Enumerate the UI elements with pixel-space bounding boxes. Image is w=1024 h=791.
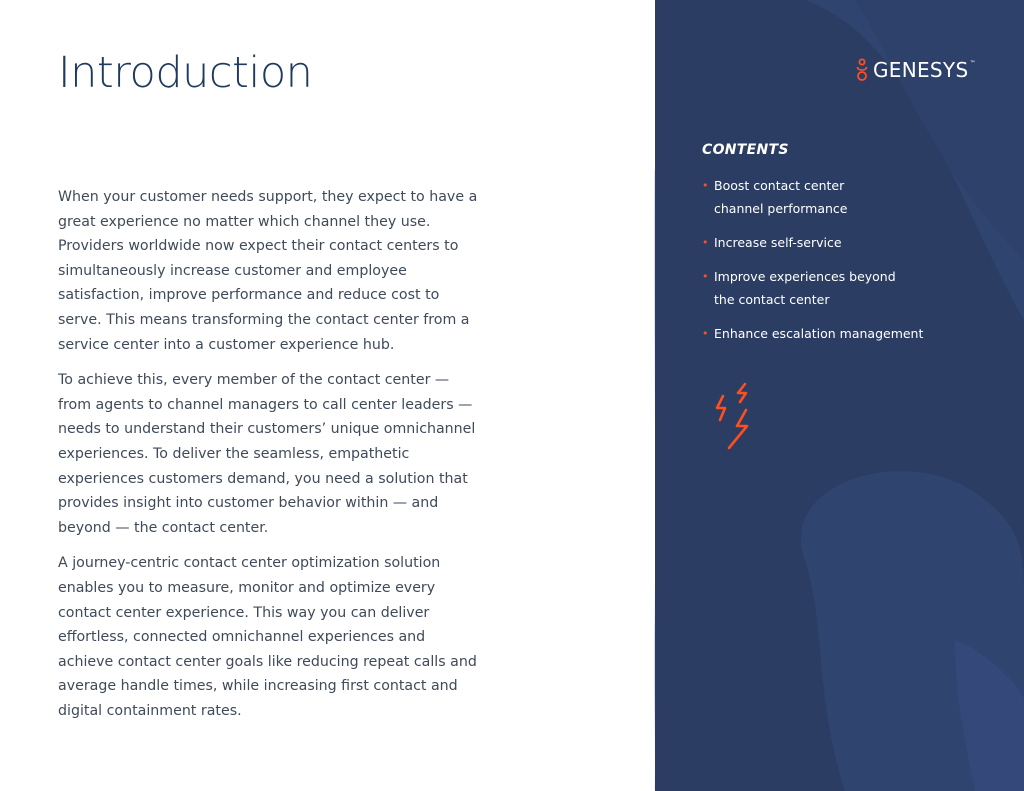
logo-trademark: ™ — [969, 59, 976, 67]
paragraph-2: To achieve this, every member of the contact center — from agents to channel managers to call center leaders — needs to understand their customers’ unique omnichannel experiences. To deliver the seamless, empathetic experiences customers demand, you need a solution that provides insight into customer behavior within — and beyond — the contact center. — [58, 372, 476, 536]
lightning-bolts-icon — [713, 382, 757, 452]
bullet-icon: • — [702, 327, 709, 340]
bullet-icon: • — [702, 179, 709, 192]
table-of-contents — [702, 174, 1002, 356]
paragraph-3: A journey-centric contact center optimization solution enables you to measure, monitor and optimize every contact center experience. This way you can deliver effortless, connected omnichannel experiences and achieve contact center goals like reducing repeat calls and average handle times, while increasing first contact and digital containment rates. — [58, 555, 477, 719]
bullet-icon: • — [702, 270, 709, 283]
contents-sidebar — [655, 0, 1024, 791]
toc-item-line: Boost contact center — [714, 178, 845, 193]
toc-item-line: Enhance escalation management — [714, 326, 924, 341]
toc-item-line: Improve experiences beyond — [714, 269, 896, 284]
contents-heading: CONTENTS — [702, 142, 789, 158]
intro-body — [58, 185, 483, 734]
toc-item-line: the contact center — [714, 292, 830, 307]
toc-item-self-service[interactable] — [702, 231, 1002, 254]
toc-item-line: channel performance — [714, 201, 848, 216]
bullet-icon: • — [702, 236, 709, 249]
genesys-logo — [855, 58, 976, 82]
toc-item-line: Increase self-service — [714, 235, 842, 250]
sidebar-background-shapes — [655, 0, 1024, 791]
page-title: Introduction — [58, 48, 313, 98]
toc-item-boost-performance[interactable] — [702, 174, 1002, 220]
genesys-logo-icon — [855, 58, 869, 82]
toc-item-escalation[interactable] — [702, 322, 1002, 345]
logo-text: GENESYS — [873, 58, 969, 82]
paragraph-1: When your customer needs support, they expect to have a great experience no matter which channel they use. Providers worldwide now expect their contact centers to simultaneously increase customer and employee satisfaction, improve performance and reduce cost to serve. This means transforming the contact center from a service center into a customer experience hub. — [58, 189, 478, 353]
toc-item-improve-experiences[interactable] — [702, 265, 1002, 311]
